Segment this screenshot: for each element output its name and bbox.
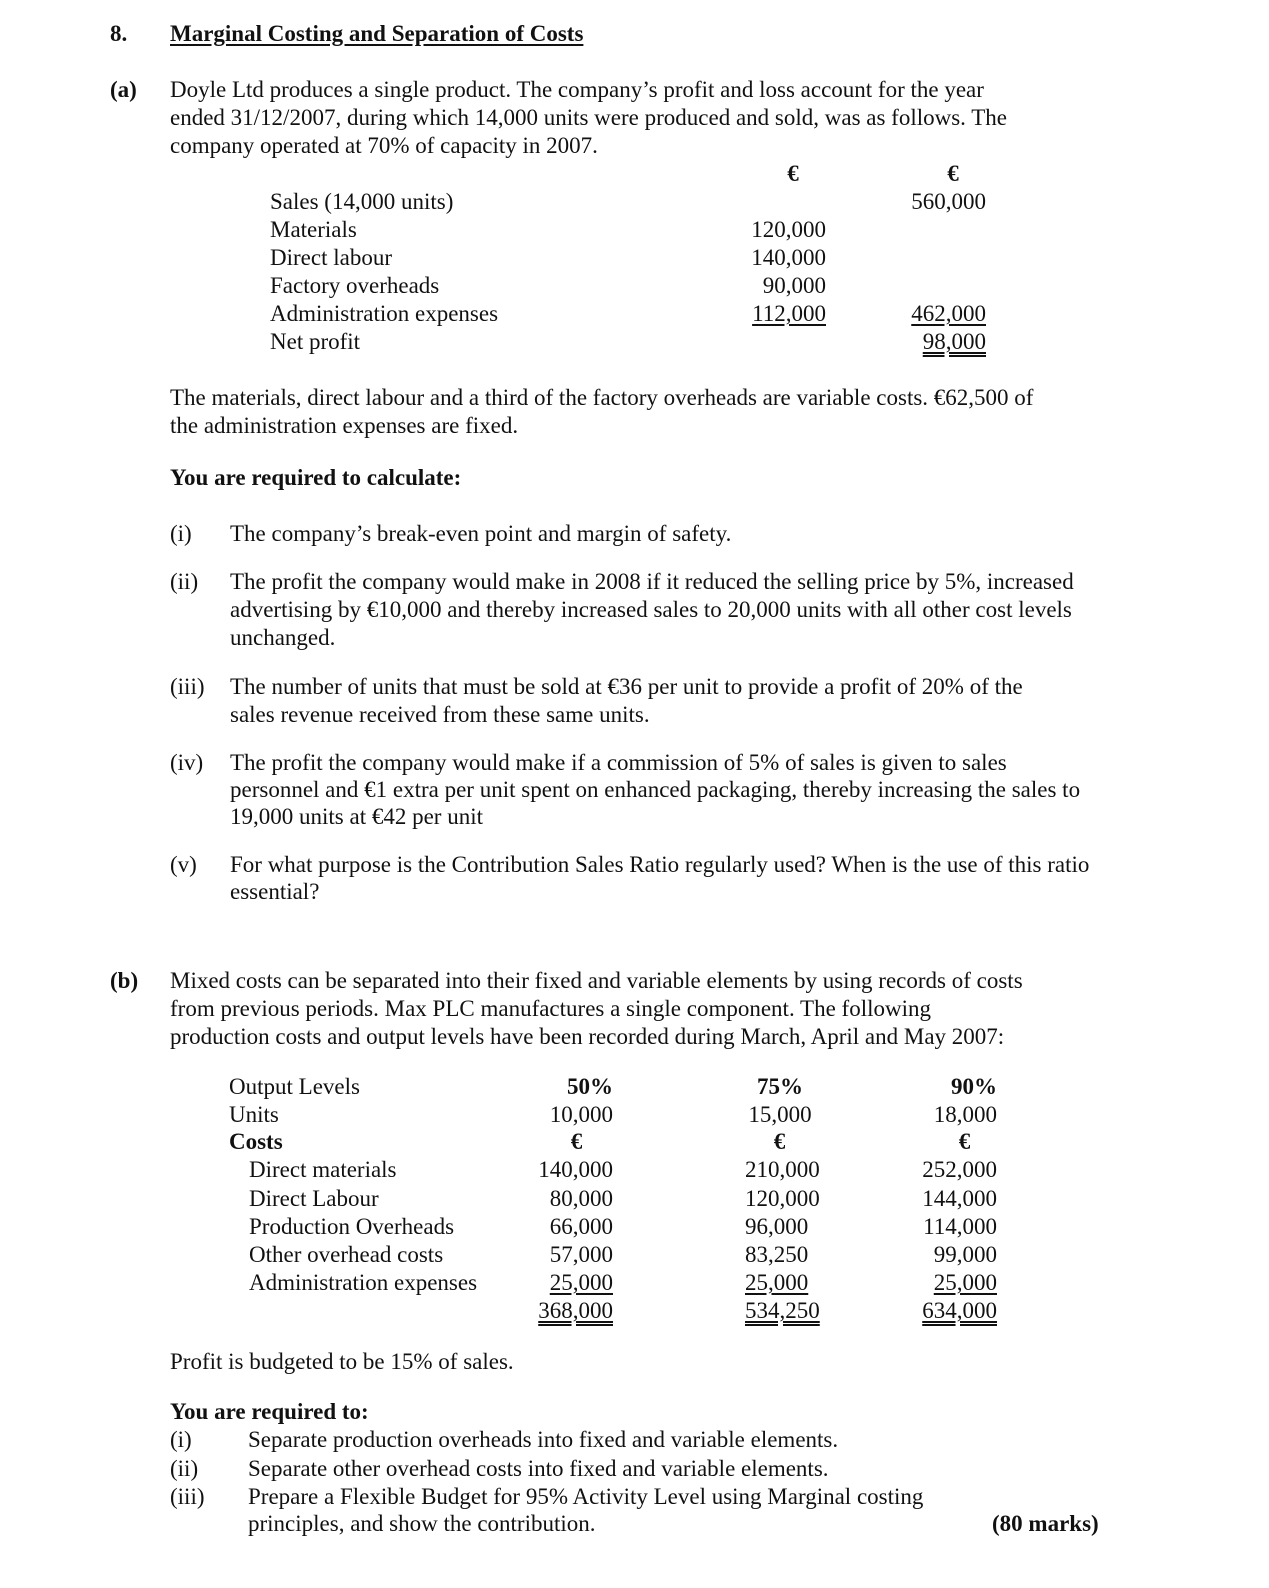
req-b-text: Separate other overhead costs into fixed and variable elements. bbox=[248, 1456, 829, 1481]
currency-col: € bbox=[773, 1129, 786, 1154]
pl-row-col1: 112,000 bbox=[752, 301, 826, 326]
cost-row-value: 252,000 bbox=[922, 1157, 997, 1182]
cost-row-value: 96,000 bbox=[745, 1214, 809, 1239]
level-90: 90% bbox=[951, 1074, 997, 1099]
pl-row-label: Direct labour bbox=[270, 245, 392, 270]
req-a-num: (iv) bbox=[170, 750, 204, 775]
req-a-num: (v) bbox=[170, 852, 197, 877]
req-a-text: essential? bbox=[230, 879, 320, 904]
cost-row-value: 25,000 bbox=[745, 1270, 809, 1295]
units-value: 10,000 bbox=[549, 1102, 613, 1127]
level-50: 50% bbox=[567, 1074, 613, 1099]
part-b-intro-line-2: from previous periods. Max PLC manufactures a single component. The following bbox=[170, 996, 931, 1021]
req-a-text: advertising by €10,000 and thereby increased sales to 20,000 units with all other cost levels bbox=[230, 597, 1072, 622]
req-b-num: (ii) bbox=[170, 1456, 199, 1481]
cost-row-value: 83,250 bbox=[745, 1242, 809, 1267]
profit-note: Profit is budgeted to be 15% of sales. bbox=[170, 1349, 514, 1374]
req-a-text: The profit the company would make if a commission of 5% of sales is given to sales bbox=[230, 750, 1007, 775]
part-a-note-line-1: The materials, direct labour and a third of the factory overheads are variable costs. €62,500 of bbox=[170, 385, 1034, 410]
currency-col: € bbox=[958, 1129, 971, 1154]
cost-total: 534,250 bbox=[745, 1298, 820, 1323]
cost-row-value: 140,000 bbox=[538, 1157, 613, 1182]
part-b-intro-line-1: Mixed costs can be separated into their fixed and variable elements by using records of costs bbox=[170, 968, 1023, 993]
pl-row-label: Administration expenses bbox=[270, 301, 499, 326]
part-a-intro-line-3: company operated at 70% of capacity in 2007. bbox=[170, 133, 598, 158]
part-a-label: (a) bbox=[110, 77, 137, 102]
req-a-text: 19,000 units at €42 per unit bbox=[230, 804, 483, 829]
pl-row-col1: 90,000 bbox=[762, 273, 826, 298]
cost-row-value: 80,000 bbox=[549, 1186, 613, 1211]
cost-row-label: Administration expenses bbox=[249, 1270, 478, 1295]
part-b-label: (b) bbox=[110, 968, 139, 993]
req-b-num: (i) bbox=[170, 1427, 192, 1452]
cost-row-value: 210,000 bbox=[745, 1157, 820, 1182]
question-title: Marginal Costing and Separation of Costs bbox=[170, 21, 584, 46]
part-b-intro-line-3: production costs and output levels have been recorded during March, April and May 2007: bbox=[170, 1024, 1005, 1049]
cost-row-value: 57,000 bbox=[549, 1242, 613, 1267]
cost-row-label: Direct Labour bbox=[249, 1186, 379, 1211]
question-number: 8. bbox=[110, 21, 128, 46]
units-label: Units bbox=[229, 1102, 279, 1127]
cost-row-value: 114,000 bbox=[923, 1214, 997, 1239]
output-levels-label: Output Levels bbox=[229, 1074, 360, 1099]
pl-currency-col1: € bbox=[787, 161, 799, 186]
marks: (80 marks) bbox=[992, 1511, 1099, 1536]
cost-row-value: 99,000 bbox=[933, 1242, 997, 1267]
part-a-note-line-2: the administration expenses are fixed. bbox=[170, 413, 519, 438]
pl-row-col1: 140,000 bbox=[751, 245, 826, 270]
req-a-text: sales revenue received from these same units. bbox=[230, 702, 650, 727]
req-a-text: For what purpose is the Contribution Sales Ratio regularly used? When is the use of this ratio bbox=[230, 852, 1090, 877]
req-a-text: The number of units that must be sold at €36 per unit to provide a profit of 20% of the bbox=[230, 674, 1023, 699]
part-a-required-heading: You are required to calculate: bbox=[170, 465, 462, 490]
req-b-text: Separate production overheads into fixed and variable elements. bbox=[248, 1427, 839, 1452]
req-a-text: The profit the company would make in 2008 if it reduced the selling price by 5%, increased bbox=[230, 569, 1074, 594]
part-a-intro-line-2: ended 31/12/2007, during which 14,000 units were produced and sold, was as follows. The bbox=[170, 105, 1008, 130]
cost-row-value: 144,000 bbox=[922, 1186, 997, 1211]
req-a-num: (i) bbox=[170, 521, 192, 546]
req-b-num: (iii) bbox=[170, 1484, 205, 1509]
units-value: 18,000 bbox=[933, 1102, 997, 1127]
units-value: 15,000 bbox=[748, 1102, 812, 1127]
pl-currency-col2: € bbox=[947, 161, 959, 186]
req-b-text: principles, and show the contribution. bbox=[248, 1511, 596, 1536]
costs-label: Costs bbox=[229, 1129, 283, 1154]
part-b-required-heading: You are required to: bbox=[170, 1399, 369, 1424]
pl-row-label: Sales (14,000 units) bbox=[270, 189, 454, 214]
req-a-num: (ii) bbox=[170, 569, 199, 594]
pl-row-col2: 98,000 bbox=[922, 329, 986, 354]
cost-row-label: Other overhead costs bbox=[249, 1242, 444, 1267]
pl-row-col1: 120,000 bbox=[751, 217, 826, 242]
req-b-text: Prepare a Flexible Budget for 95% Activity Level using Marginal costing bbox=[248, 1484, 924, 1509]
pl-row-col2: 560,000 bbox=[911, 189, 986, 214]
pl-row-label: Factory overheads bbox=[270, 273, 440, 298]
cost-row-value: 120,000 bbox=[745, 1186, 820, 1211]
req-a-text: unchanged. bbox=[230, 625, 336, 650]
req-a-text: personnel and €1 extra per unit spent on enhanced packaging, thereby increasing the sales to bbox=[230, 777, 1081, 802]
pl-row-label: Net profit bbox=[270, 329, 361, 354]
part-a-intro-line-1: Doyle Ltd produces a single product. The company’s profit and loss account for the year bbox=[170, 77, 984, 102]
cost-total: 634,000 bbox=[922, 1298, 997, 1323]
req-a-num: (iii) bbox=[170, 674, 205, 699]
cost-row-label: Production Overheads bbox=[249, 1214, 455, 1239]
pl-row-col2: 462,000 bbox=[911, 301, 986, 326]
req-a-text: The company’s break-even point and margin of safety. bbox=[230, 521, 732, 546]
cost-row-value: 25,000 bbox=[549, 1270, 613, 1295]
cost-row-value: 25,000 bbox=[933, 1270, 997, 1295]
cost-total: 368,000 bbox=[538, 1298, 613, 1323]
cost-row-value: 66,000 bbox=[549, 1214, 613, 1239]
pl-row-label: Materials bbox=[270, 217, 357, 242]
cost-row-label: Direct materials bbox=[249, 1157, 397, 1182]
level-75: 75% bbox=[757, 1074, 803, 1099]
currency-col: € bbox=[570, 1129, 583, 1154]
